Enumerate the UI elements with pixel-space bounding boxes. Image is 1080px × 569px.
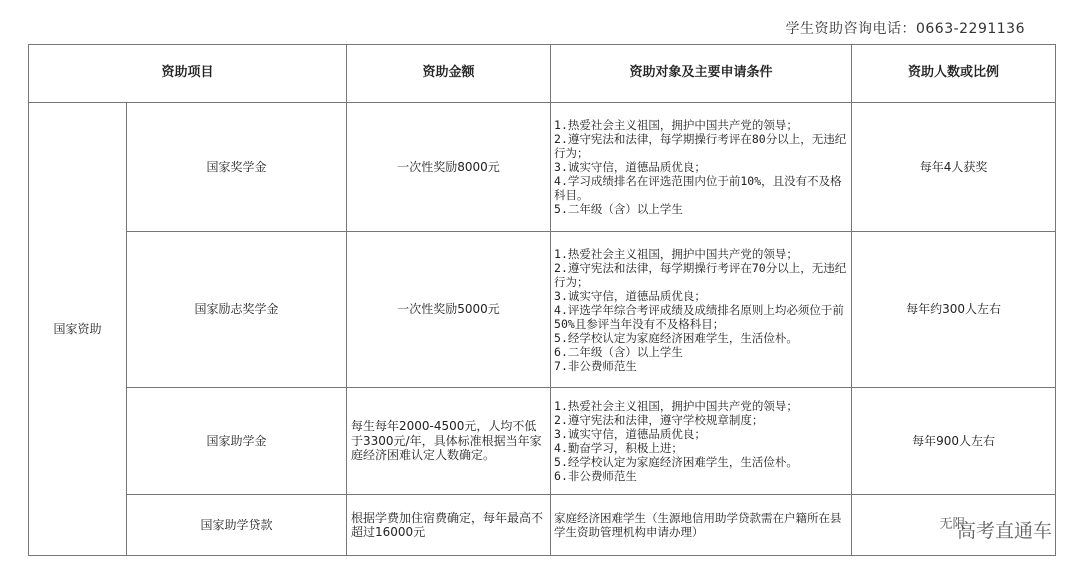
condition-line: 家庭经济困难学生（生源地信用助学贷款需在户籍所在县学生资助管理机构申请办理）	[554, 511, 842, 539]
condition-line: 5.经学校认定为家庭经济困难学生，生活俭朴。	[554, 330, 798, 345]
condition-line: 4.勤奋学习，积极上进；	[554, 441, 683, 455]
item-name: 国家助学金	[127, 388, 347, 495]
item-name: 国家励志奖学金	[127, 232, 347, 388]
item-amount: 每生每年2000-4500元，人均不低于3300元/年，具体标准根据当年家庭经济困难认定人数确定。	[347, 388, 551, 495]
condition-line: 3.诚实守信，道德品质优良；	[554, 288, 706, 303]
item-name: 国家奖学金	[127, 103, 347, 232]
item-quota: 每年约300人左右	[852, 232, 1056, 388]
table-row	[29, 495, 1056, 556]
col-header-quota: 资助人数或比例	[852, 45, 1056, 103]
table-row	[29, 388, 1056, 495]
quota-text: 无限	[939, 517, 966, 533]
item-name: 国家助学贷款	[127, 495, 347, 556]
condition-line: 6.二年级（含）以上学生	[554, 344, 683, 359]
item-amount: 一次性奖励5000元	[347, 232, 551, 388]
category-cell: 国家资助	[29, 103, 127, 556]
condition-line: 2.遵守宪法和法律，每学期操行考评在70分以上，无违纪行为；	[554, 260, 847, 289]
condition-line: 5.经学校认定为家庭经济困难学生，生活俭朴。	[554, 455, 798, 469]
item-amount: 根据学费加住宿费确定，每年最高不超过16000元	[347, 495, 551, 556]
condition-line: 7.非公费师范生	[554, 358, 637, 373]
condition-line: 6.非公费师范生	[554, 469, 637, 483]
col-header-conditions: 资助对象及主要申请条件	[551, 45, 852, 103]
condition-line: 5.二年级（含）以上学生	[554, 202, 683, 216]
table-header-row	[29, 45, 1056, 103]
condition-line: 1.热爱社会主义祖国，拥护中国共产党的领导；	[554, 118, 798, 132]
col-header-item: 资助项目	[29, 45, 347, 103]
condition-line: 2.遵守宪法和法律，每学期操行考评在80分以上，无违纪行为；	[554, 132, 847, 160]
condition-line: 2.遵守宪法和法律，遵守学校规章制度；	[554, 413, 764, 427]
aid-table	[28, 44, 1056, 556]
item-amount: 一次性奖励8000元	[347, 103, 551, 232]
item-quota: 每年900人左右	[852, 388, 1056, 495]
condition-line: 1.热爱社会主义祖国，拥护中国共产党的领导；	[554, 399, 798, 413]
item-conditions	[551, 103, 852, 232]
condition-line: 3.诚实守信，道德品质优良；	[554, 427, 706, 441]
item-quota: 每年4人获奖	[852, 103, 1056, 232]
condition-line: 1.热爱社会主义祖国，拥护中国共产党的领导；	[554, 246, 798, 261]
watermark: 高考直通车	[956, 520, 1052, 542]
table-row	[29, 103, 1056, 232]
col-header-amount: 资助金额	[347, 45, 551, 103]
condition-line: 4.学习成绩排名在评选范围内位于前10%，且没有不及格科目。	[554, 174, 842, 202]
item-conditions	[551, 495, 852, 556]
consult-phone: 学生资助咨询电话：0663-2291136	[785, 21, 1025, 37]
table-row	[29, 232, 1056, 388]
condition-line: 4.评选学年综合考评成绩及成绩排名原则上均必须位于前50%且参评当年没有不及格科目；	[554, 302, 844, 331]
condition-line: 3.诚实守信，道德品质优良；	[554, 160, 706, 174]
item-conditions	[551, 388, 852, 495]
item-conditions	[551, 232, 852, 388]
